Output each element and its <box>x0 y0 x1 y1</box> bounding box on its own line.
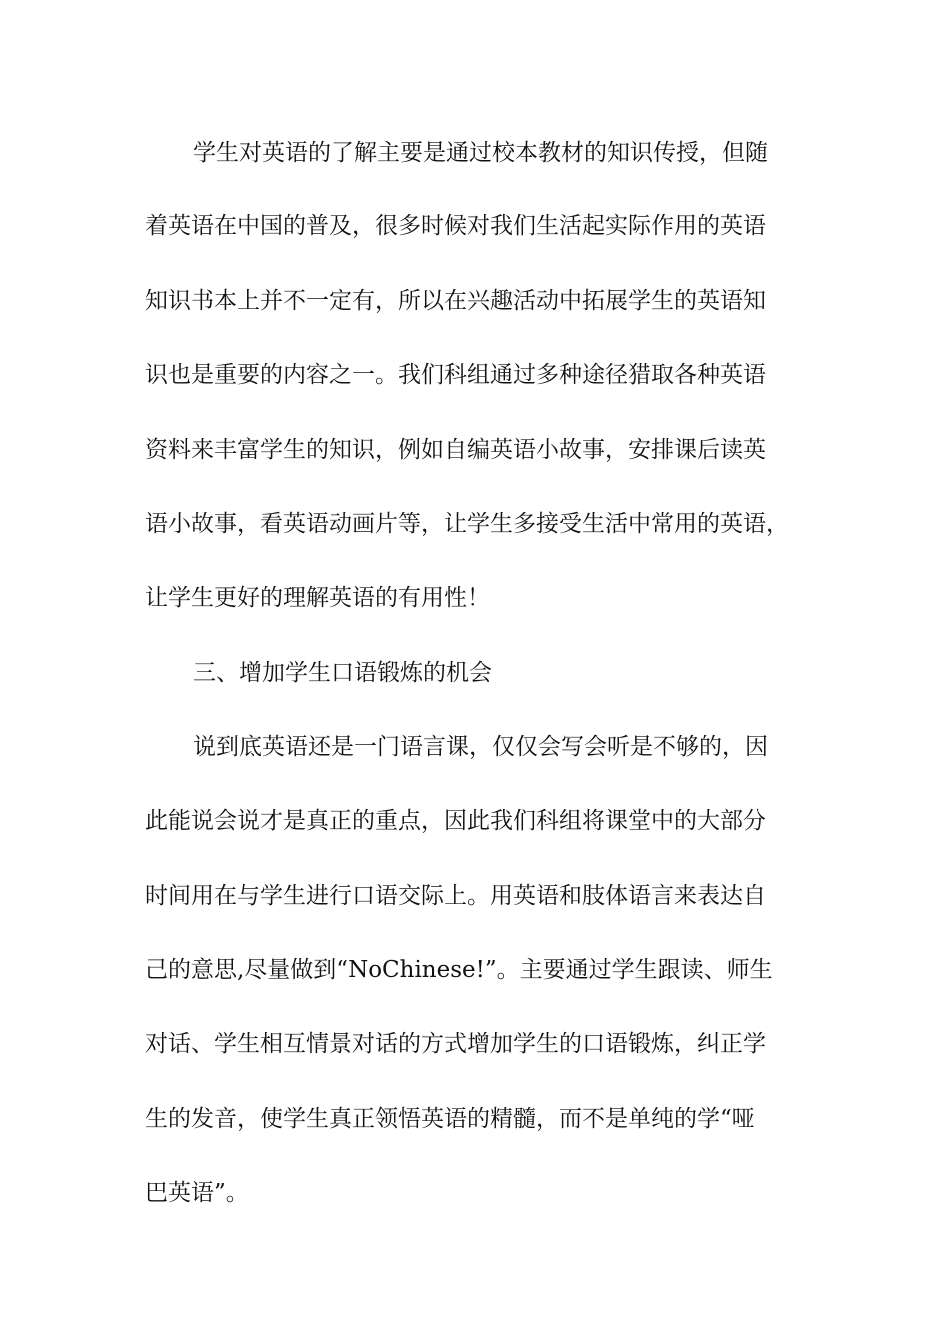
paragraph-1-line-1: 学生对英语的了解主要是通过校本教材的知识传授，但随 <box>193 140 768 166</box>
paragraph-2-line-5: 对话、学生相互情景对话的方式增加学生的口语锻炼，纠正学 <box>145 1031 766 1057</box>
paragraph-1-line-7: 让学生更好的理解英语的有用性！ <box>145 585 490 611</box>
paragraph-1-line-2: 着英语在中国的普及，很多时候对我们生活起实际作用的英语 <box>145 213 766 239</box>
paragraph-2-line-3: 时间用在与学生进行口语交际上。用英语和肢体语言来表达自 <box>145 883 766 909</box>
paragraph-2-line-6: 生的发音，使学生真正领悟英语的精髓，而不是单纯的学“哑 <box>145 1106 755 1132</box>
paragraph-1-line-4: 识也是重要的内容之一。我们科组通过多种途径猎取各种英语 <box>145 362 766 388</box>
paragraph-2-line-4: 己的意思,尽量做到“NoChinese!”。主要通过学生跟读、师生 <box>145 957 773 983</box>
paragraph-1-line-5: 资料来丰富学生的知识，例如自编英语小故事，安排课后读英 <box>145 437 766 463</box>
paragraph-1-line-3: 知识书本上并不一定有，所以在兴趣活动中拓展学生的英语知 <box>145 288 766 314</box>
paragraph-2-line-7: 巴英语”。 <box>145 1180 249 1206</box>
paragraph-2-line-2: 此能说会说才是真正的重点，因此我们科组将课堂中的大部分 <box>145 808 766 834</box>
paragraph-1-line-6: 语小故事，看英语动画片等，让学生多接受生活中常用的英语， <box>145 511 789 537</box>
paragraph-2-line-1: 说到底英语还是一门语言课，仅仅会写会听是不够的，因 <box>193 734 768 760</box>
section-heading: 三、增加学生口语锻炼的机会 <box>193 660 492 686</box>
